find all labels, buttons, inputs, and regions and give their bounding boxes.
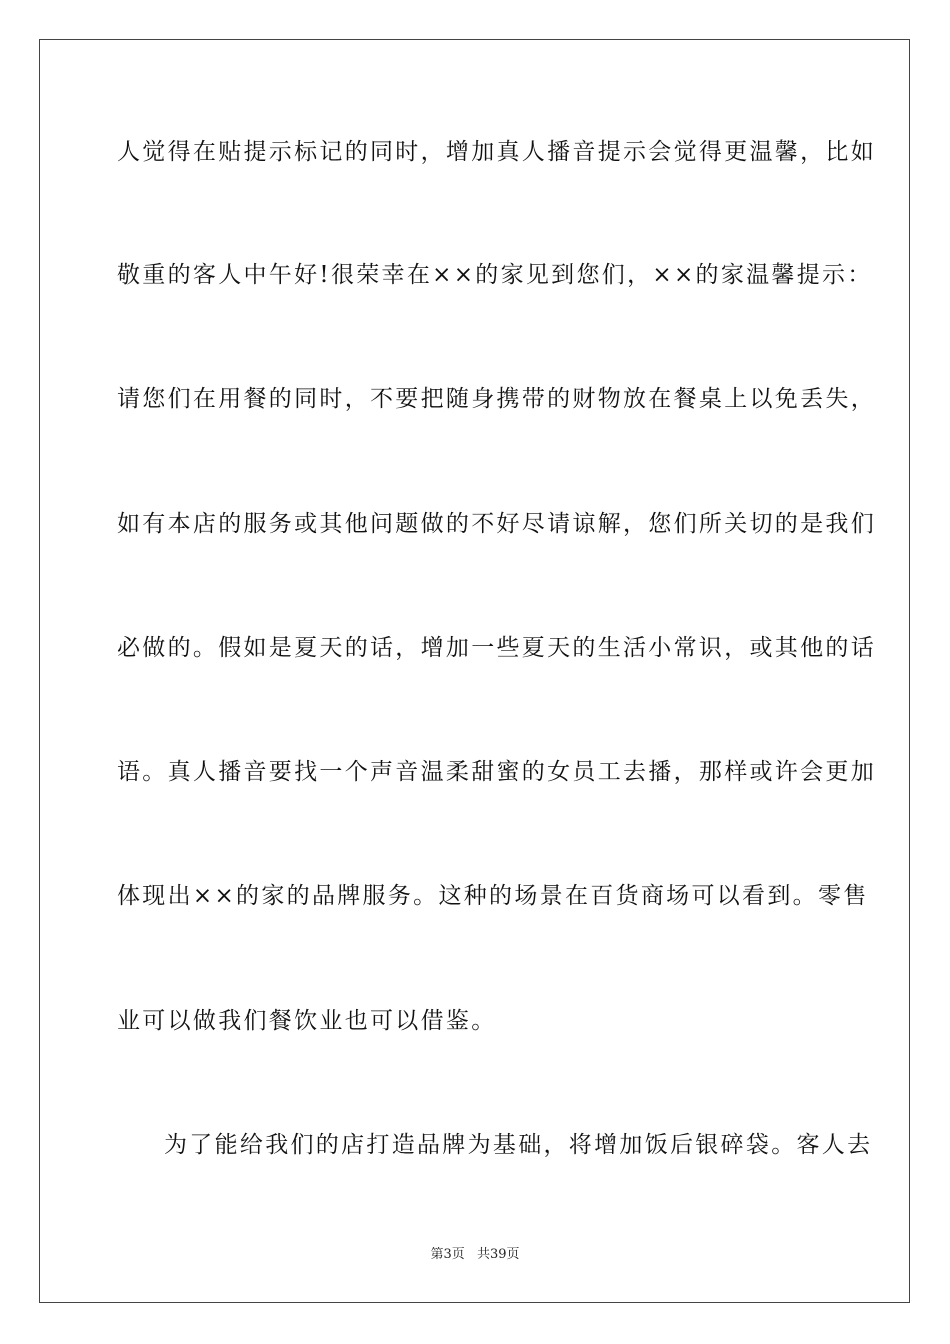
page-number: 第3页 — [430, 1247, 465, 1262]
text-line: 敬重的客人中午好!很荣幸在××的家见到您们，××的家温馨提示： — [117, 262, 873, 288]
text-line: 业可以做我们餐饮业也可以借鉴。 — [117, 1008, 497, 1034]
paragraph-first-line: 为了能给我们的店打造品牌为基础，将增加饭后银碎袋。客人去 — [164, 1132, 873, 1158]
text-line: 如有本店的服务或其他问题做的不好尽请谅解，您们所关切的是我们 — [117, 511, 876, 537]
text-line: 人觉得在贴提示标记的同时，增加真人播音提示会觉得更温馨，比如 — [117, 139, 876, 165]
text-line: 请您们在用餐的同时，不要把随身携带的财物放在餐桌上以免丢失， — [117, 386, 876, 412]
text-line: 必做的。假如是夏天的话，增加一些夏天的生活小常识，或其他的话 — [117, 635, 876, 661]
page-total: 共39页 — [476, 1247, 520, 1262]
text-line: 语。真人播音要找一个声音温柔甜蜜的女员工去播，那样或许会更加 — [117, 759, 876, 785]
page-footer — [0, 1246, 950, 1264]
text-line: 体现出××的家的品牌服务。这种的场景在百货商场可以看到。零售 — [117, 883, 869, 909]
page-border — [39, 39, 910, 1303]
